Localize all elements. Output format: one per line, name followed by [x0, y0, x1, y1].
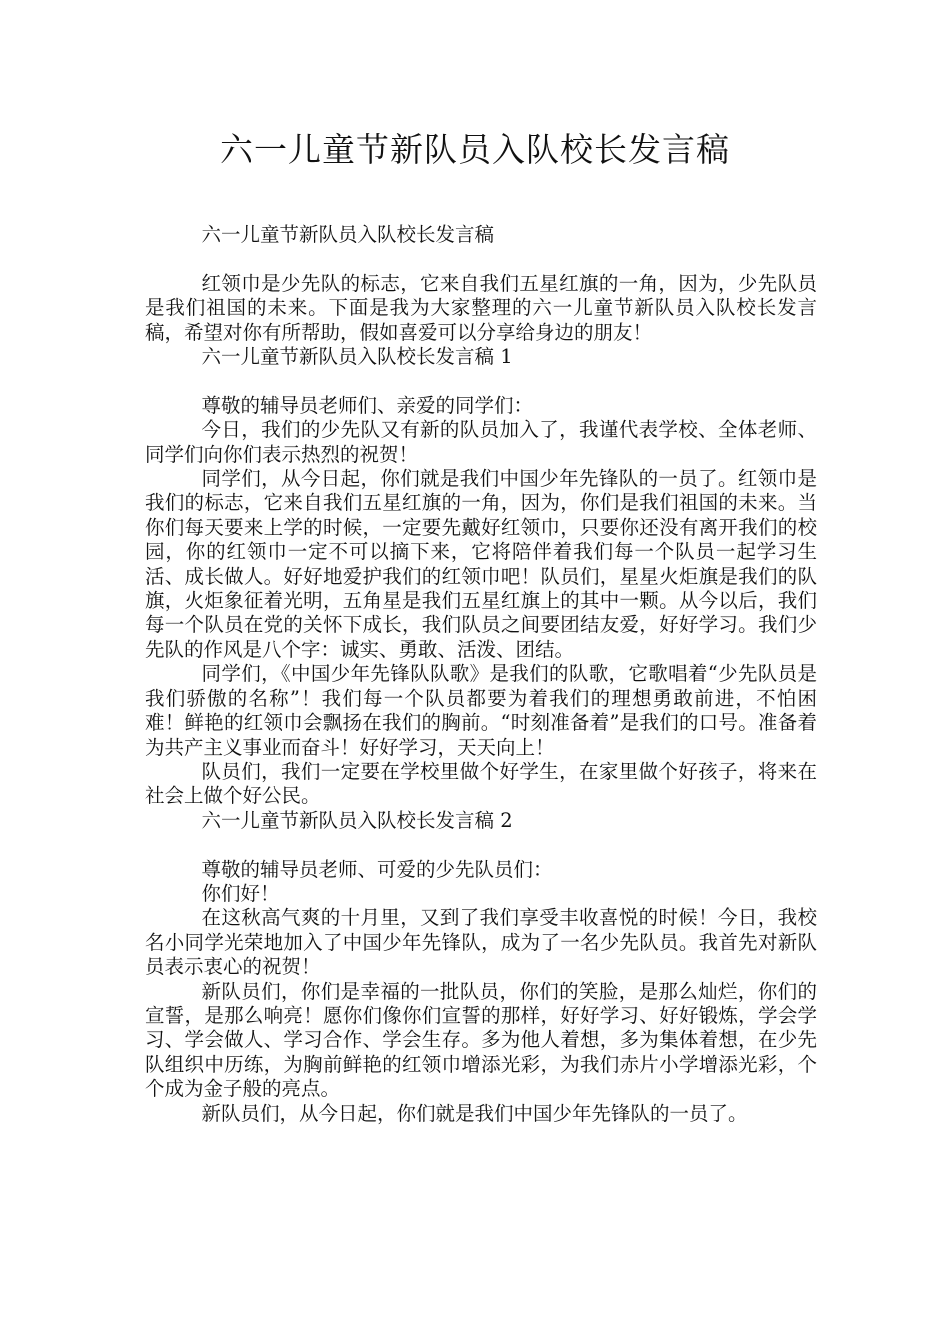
body-paragraph: 今日，我们的少先队又有新的队员加入了，我谨代表学校、全体老师、同学们向你们表示热烈的祝贺！ — [145, 418, 817, 466]
section-heading-2: 六一儿童节新队员入队校长发言稿 2 — [201, 808, 513, 832]
salutation-paragraph: 尊敬的辅导员老师们、亲爱的同学们： — [201, 393, 534, 417]
salutation-paragraph: 尊敬的辅导员老师、可爱的少先队员们： — [201, 857, 553, 881]
document-title: 六一儿童节新队员入队校长发言稿 — [220, 130, 730, 169]
intro-paragraph: 红领巾是少先队的标志，它来自我们五星红旗的一角，因为，少先队员是我们祖国的未来。下面是我为大家整理的六一儿童节新队员入队校长发言稿，希望对你有所帮助，假如喜爱可以分享给身边的朋友！ — [145, 271, 817, 344]
document-body — [145, 223, 817, 1126]
body-paragraph: 新队员们，从今日起，你们就是我们中国少年先锋队的一员了。 — [201, 1101, 748, 1125]
body-paragraph: 队员们，我们一定要在学校里做个好学生，在家里做个好孩子，将来在社会上做个好公民。 — [145, 759, 817, 808]
subtitle-paragraph: 六一儿童节新队员入队校长发言稿 — [201, 223, 495, 246]
body-paragraph: 同学们，《中国少年先锋队队歌》是我们的队歌，它歌唱着“少先队员是我们骄傲的名称”！我们每一个队员都要为着我们的理想勇敢前进，不怕困难！鲜艳的红领巾会飘扬在我们的胸前。“时刻准备着”是我们的口号。准备着为共产主义事业而奋斗！好好学习，天天向上！ — [145, 662, 817, 759]
body-paragraph: 在这秋高气爽的十月里，又到了我们享受丰收喜悦的时候！今日，我校 名小同学光荣地加入了中国少年先锋队，成为了一名少先队员。我首先对新队员表示衷心的祝贺！ — [145, 906, 817, 979]
section-heading-1: 六一儿童节新队员入队校长发言稿 1 — [201, 345, 513, 369]
greeting-paragraph: 你们好！ — [201, 881, 280, 905]
body-paragraph: 同学们，从今日起，你们就是我们中国少年先锋队的一员了。红领巾是我们的标志，它来自我们五星红旗的一角，因为，你们是我们祖国的未来。当你们每天要来上学的时候，一定要先戴好红领巾，只要你还没有离开我们的校园，你的红领巾一定不可以摘下来，它将陪伴着我们每一个队员一起学习生活、成长做人。好好地爱护我们的红领巾吧！队员们，星星火炬旗是我们的队旗，火炬象征着光明，五角星是我们五星红旗上的其中一颗。从今以后，我们每一个队员在党的关怀下成长，我们队员之间要团结友爱，好好学习。我们少先队的作风是八个字：诚实、勇敢、活泼、团结。 — [145, 467, 817, 661]
body-paragraph: 新队员们，你们是幸福的一批队员，你们的笑脸，是那么灿烂，你们的宣誓，是那么响亮！愿你们像你们宣誓的那样，好好学习、好好锻炼，学会学习、学会做人、学习合作、学会生存。多为他人着想，多为集体着想，在少先队组织中历练，为胸前鲜艳的红领巾增添光彩，为我们赤片小学增添光彩，个个成为金子般的亮点。 — [145, 979, 817, 1101]
